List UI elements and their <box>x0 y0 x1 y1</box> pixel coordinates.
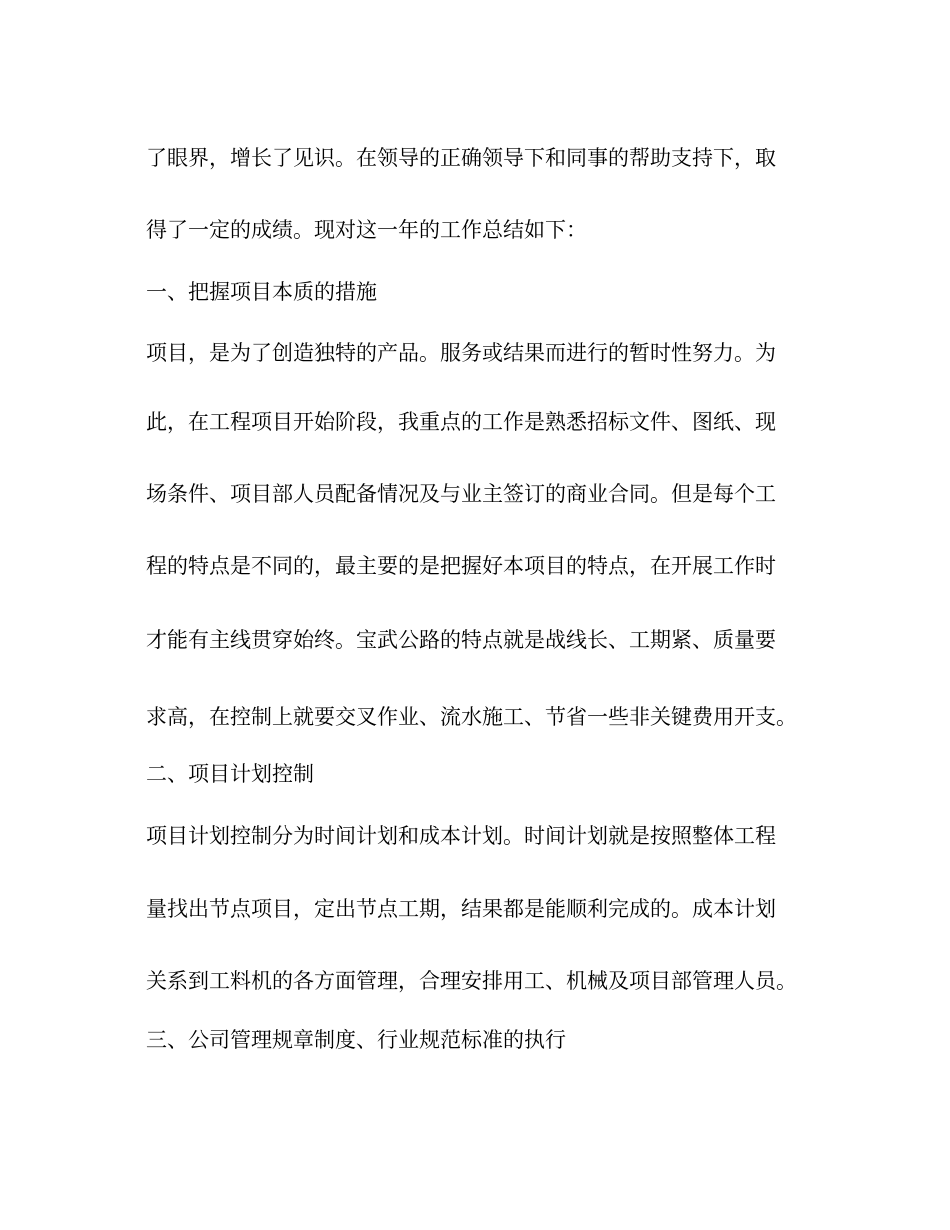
section-heading: 三、公司管理规章制度、行业规范标准的执行 <box>146 1028 566 1052</box>
paragraph-line: 才能有主线贯穿始终。宝武公路的特点就是战线长、工期紧、质量要 <box>146 628 776 652</box>
paragraph-line: 得了一定的成绩。现对这一年的工作总结如下： <box>146 218 587 242</box>
paragraph-line: 了眼界，增长了见识。在领导的正确领导下和同事的帮助支持下，取 <box>146 146 776 170</box>
paragraph-line: 求高，在控制上就要交叉作业、流水施工、节省一些非关键费用开支。 <box>146 705 797 729</box>
paragraph-line: 关系到工料机的各方面管理，合理安排用工、机械及项目部管理人员。 <box>146 969 797 993</box>
paragraph-line: 程的特点是不同的，最主要的是把握好本项目的特点，在开展工作时 <box>146 554 776 578</box>
paragraph-line: 项目，是为了创造独特的产品。服务或结果而进行的暂时性努力。为 <box>146 341 776 365</box>
section-heading: 二、项目计划控制 <box>146 762 314 786</box>
paragraph-line: 量找出节点项目，定出节点工期，结果都是能顺利完成的。成本计划 <box>146 897 776 921</box>
paragraph-line: 此，在工程项目开始阶段，我重点的工作是熟悉招标文件、图纸、现 <box>146 410 776 434</box>
paragraph-line: 场条件、项目部人员配备情况及与业主签订的商业合同。但是每个工 <box>146 482 776 506</box>
section-heading: 一、把握项目本质的措施 <box>146 280 377 304</box>
paragraph-line: 项目计划控制分为时间计划和成本计划。时间计划就是按照整体工程 <box>146 824 776 848</box>
